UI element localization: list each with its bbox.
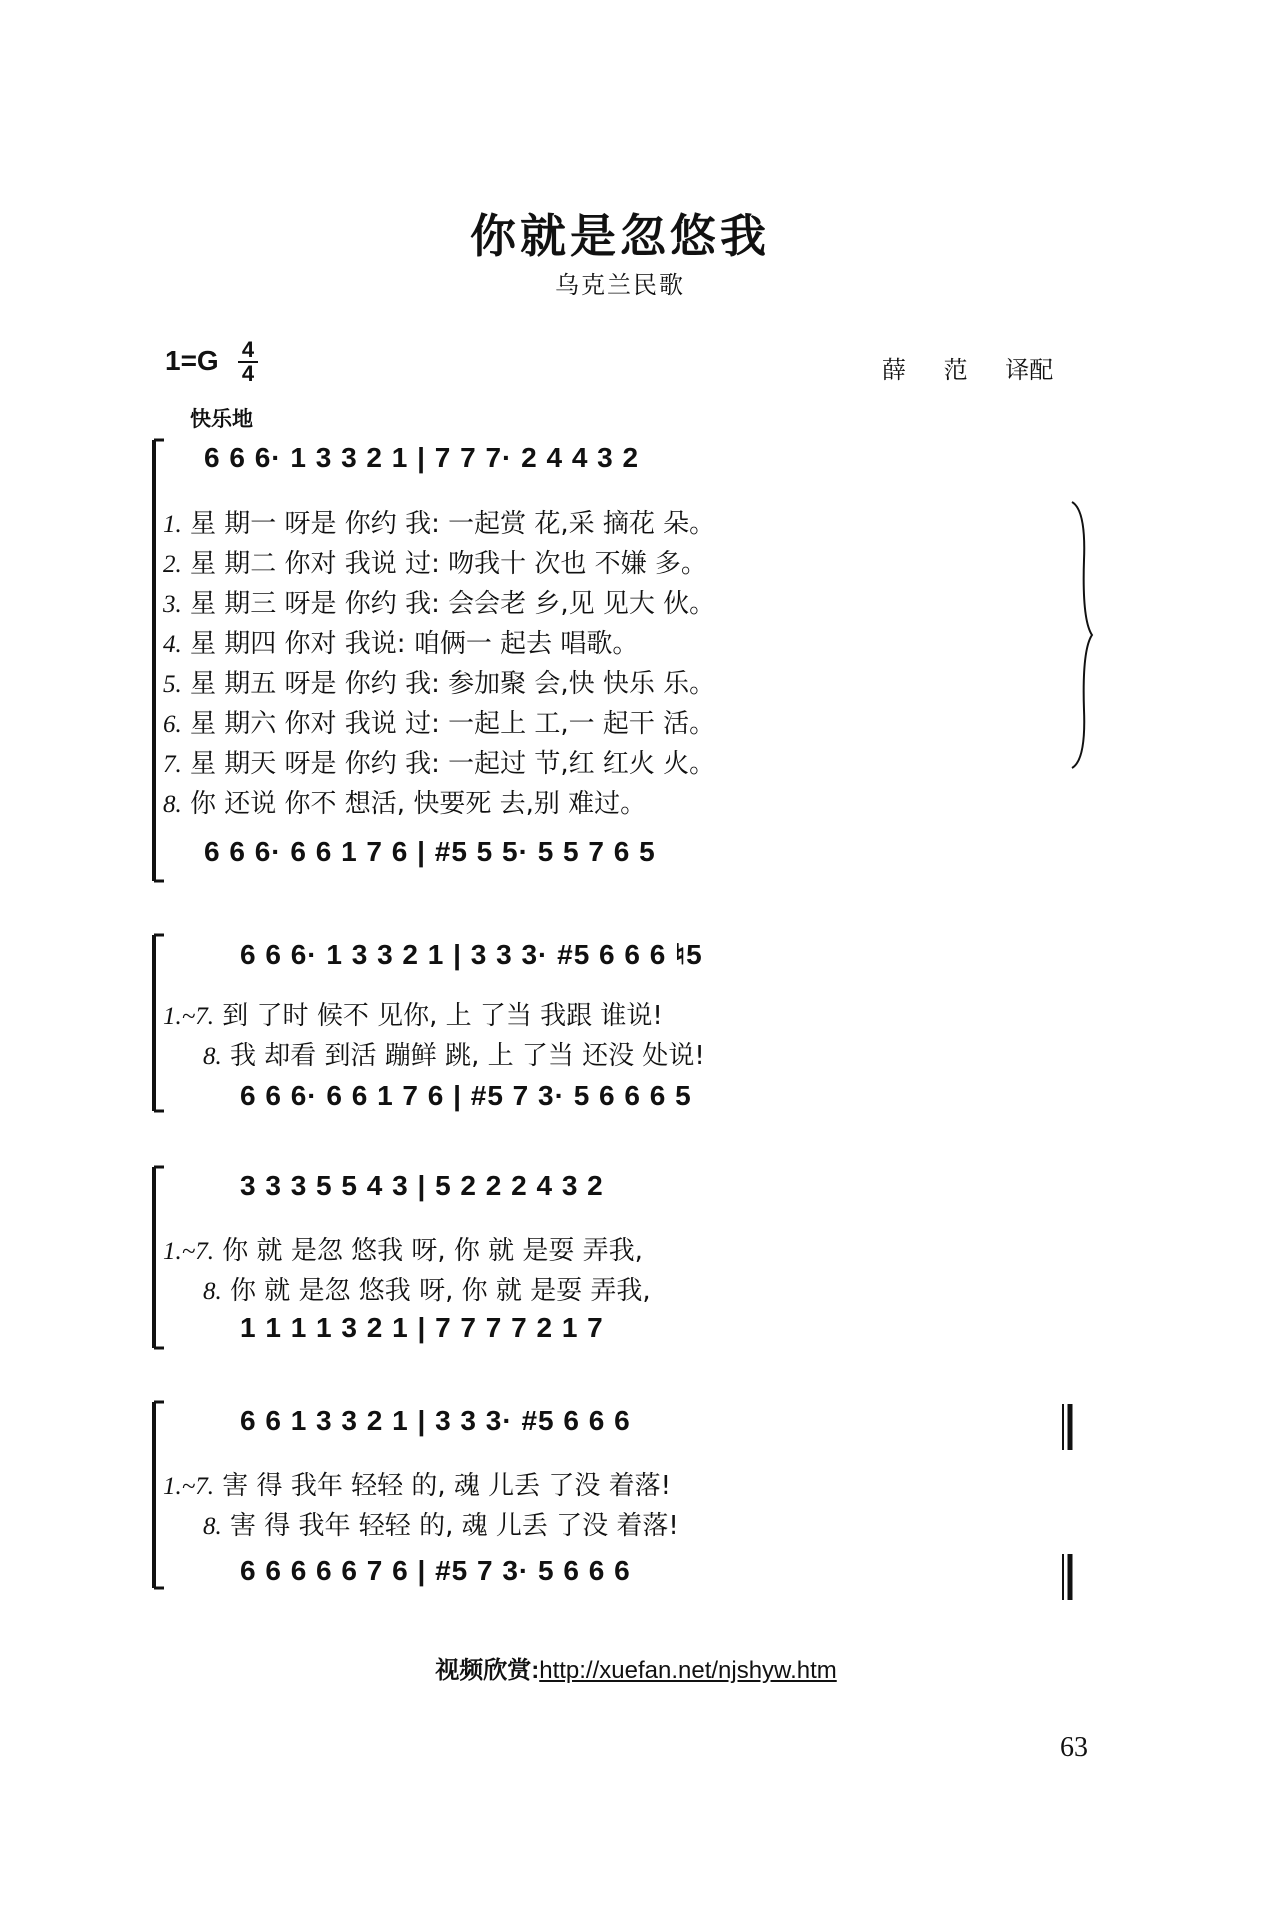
time-signature-numerator: 4 (241, 337, 255, 362)
verse-lyric: 星 期六 你对 我说 过: 一起上 工,一 起干 活。 (190, 709, 716, 739)
melody-line: 6 6 6· 1 3 3 2 1 | 3 3 3· #5 6 6 6 ♮5 (240, 939, 703, 970)
harmony-line: 6 6 6· 6 6 1 7 6 | #5 5 5· 5 5 7 6 5 (204, 836, 656, 867)
song-title: 你就是忽悠我 (470, 209, 770, 263)
verse-row (163, 623, 638, 660)
verse-lyric: 你 就 是忽 悠我 呀, 你 就 是耍 弄我, (222, 1236, 643, 1266)
harmony-line: 1 1 1 1 3 2 1 | 7 7 7 7 2 1 7 (240, 1312, 604, 1343)
verse-lyric: 星 期三 呀是 你约 我: 会会老 乡,见 见大 伙。 (190, 589, 716, 619)
verse-row (163, 663, 715, 700)
verse-number: 1.~7. (163, 1238, 215, 1265)
verse-number: 8. (203, 1513, 222, 1540)
final-barline (1060, 1402, 1076, 1452)
verse-number: 4. (163, 631, 182, 658)
verse-row (203, 1270, 651, 1307)
verse-lyric: 星 期天 呀是 你约 我: 一起过 节,红 红火 火。 (190, 749, 716, 779)
melody-line: 3 3 3 5 5 4 3 | 5 2 2 2 4 3 2 (240, 1170, 604, 1201)
tempo-marking: 快乐地 (190, 407, 253, 431)
verse-number: 1. (163, 511, 182, 538)
video-link-url[interactable]: http://xuefan.net/njshyw.htm (539, 1657, 837, 1684)
verse-lyric: 星 期四 你对 我说: 咱俩一 起去 唱歌。 (190, 629, 639, 659)
final-barline (1060, 1552, 1076, 1602)
page-number: 63 (1060, 1732, 1088, 1763)
verse-brace (1068, 500, 1098, 770)
verse-lyric: 星 期一 呀是 你约 我: 一起赏 花,采 摘花 朵。 (190, 509, 716, 539)
verse-row (163, 995, 663, 1032)
verse-row (203, 1035, 705, 1072)
verse-number: 5. (163, 671, 182, 698)
verse-number: 7. (163, 751, 182, 778)
verse-number: 8. (203, 1043, 222, 1070)
key-signature: 1=G (165, 345, 219, 376)
time-signature (238, 337, 258, 386)
melody-line: 6 6 6· 1 3 3 2 1 | 7 7 7· 2 4 4 3 2 (204, 442, 640, 473)
verse-number: 8. (163, 791, 182, 818)
verse-row (163, 703, 715, 740)
verse-lyric: 到 了时 候不 见你, 上 了当 我跟 谁说! (222, 1001, 663, 1031)
verse-lyric: 害 得 我年 轻轻 的, 魂 儿丢 了没 着落! (222, 1471, 672, 1501)
melody-line: 6 6 1 3 3 2 1 | 3 3 3· #5 6 6 6 (240, 1405, 631, 1436)
verse-number: 8. (203, 1278, 222, 1305)
verse-row (163, 743, 715, 780)
verse-row (163, 583, 715, 620)
verse-row (163, 503, 715, 540)
verse-row (163, 783, 646, 820)
verse-number: 2. (163, 551, 182, 578)
verse-lyric: 星 期二 你对 我说 过: 吻我十 次也 不嫌 多。 (190, 549, 707, 579)
verse-number: 1.~7. (163, 1473, 215, 1500)
verse-row (163, 1230, 643, 1267)
verse-lyric: 害 得 我年 轻轻 的, 魂 儿丢 了没 着落! (230, 1511, 679, 1541)
verse-row (163, 543, 707, 580)
verse-row (163, 1465, 671, 1502)
verse-lyric: 星 期五 呀是 你约 我: 参加聚 会,快 快乐 乐。 (190, 669, 716, 699)
verse-number: 1.~7. (163, 1003, 215, 1030)
video-link (0, 1650, 1272, 1685)
verse-lyric: 你 就 是忽 悠我 呀, 你 就 是耍 弄我, (230, 1276, 651, 1306)
translator-credit: 薛 范 译配 (882, 356, 1054, 384)
verse-number: 3. (163, 591, 182, 618)
verse-row (203, 1505, 679, 1542)
verse-number: 6. (163, 711, 182, 738)
song-subtitle: 乌克兰民歌 (555, 271, 685, 299)
video-link-label: 视频欣赏: (435, 1657, 540, 1684)
verse-lyric: 你 还说 你不 想活, 快要死 去,别 难过。 (190, 789, 647, 819)
verse-lyric: 我 却看 到活 蹦鲜 跳, 上 了当 还没 处说! (230, 1041, 705, 1071)
harmony-line: 6 6 6 6 6 7 6 | #5 7 3· 5 6 6 6 (240, 1555, 631, 1586)
time-signature-denominator: 4 (241, 361, 255, 386)
harmony-line: 6 6 6· 6 6 1 7 6 | #5 7 3· 5 6 6 6 5 (240, 1080, 692, 1111)
